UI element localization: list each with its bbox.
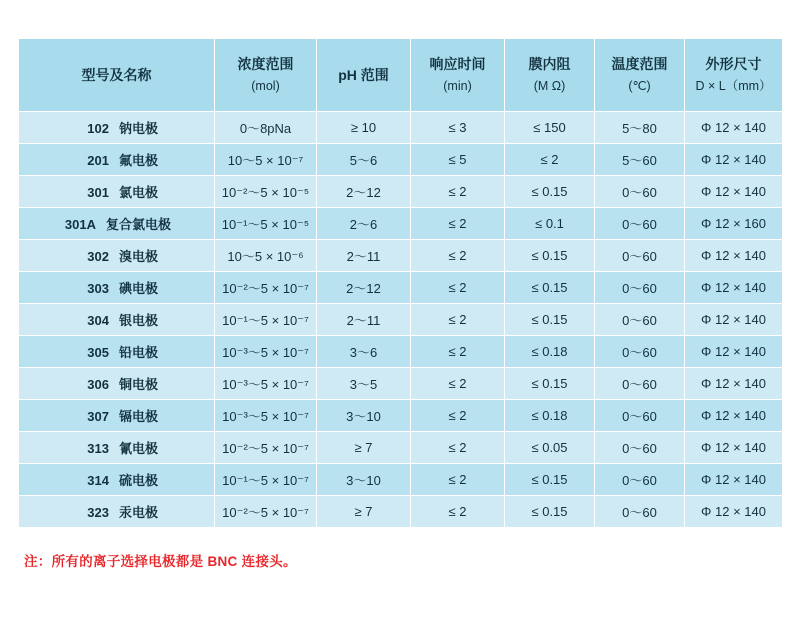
cell-name: 碘电极: [118, 281, 158, 296]
column-header-response-time-line2: (min): [443, 79, 472, 93]
table-row: [19, 496, 783, 528]
cell-temperature: 5～60: [595, 144, 685, 176]
cell-temperature: 0～60: [595, 400, 685, 432]
cell-dimensions: Φ 12 × 140: [685, 272, 783, 304]
cell-name: 氟电极: [118, 153, 158, 168]
cell-ph: 2～11: [317, 304, 411, 336]
cell-model: 307: [87, 409, 109, 424]
cell-membrane-resistance: ≤ 0.18: [505, 400, 595, 432]
cell-response-time: ≤ 2: [411, 432, 505, 464]
cell-ph: 3～5: [317, 368, 411, 400]
cell-dimensions: Φ 12 × 140: [685, 368, 783, 400]
cell-response-time: ≤ 5: [411, 144, 505, 176]
cell-response-time: ≤ 2: [411, 336, 505, 368]
cell-model: 302: [87, 249, 109, 264]
cell-temperature: 5～80: [595, 112, 685, 144]
cell-ph: 3～6: [317, 336, 411, 368]
cell-model: 323: [87, 505, 109, 520]
cell-dimensions: Φ 12 × 140: [685, 432, 783, 464]
cell-dimensions: Φ 12 × 140: [685, 176, 783, 208]
cell-concentration: 10⁻²～5 × 10⁻⁷: [215, 272, 317, 304]
table-row: [19, 400, 783, 432]
cell-model-name: [19, 464, 215, 496]
cell-temperature: 0～60: [595, 464, 685, 496]
cell-membrane-resistance: ≤ 0.15: [505, 240, 595, 272]
table-row: [19, 112, 783, 144]
cell-response-time: ≤ 2: [411, 400, 505, 432]
footnote: 注：所有的离子选择电极都是 BNC 连接头。: [24, 554, 297, 569]
cell-membrane-resistance: ≤ 0.05: [505, 432, 595, 464]
table-row: [19, 240, 783, 272]
cell-membrane-resistance: ≤ 0.15: [505, 272, 595, 304]
cell-model: 313: [87, 441, 109, 456]
cell-temperature: 0～60: [595, 272, 685, 304]
cell-model: 102: [87, 121, 109, 136]
cell-model-name: [19, 400, 215, 432]
cell-response-time: ≤ 2: [411, 368, 505, 400]
cell-model-name: [19, 112, 215, 144]
cell-dimensions: Φ 12 × 140: [685, 496, 783, 528]
cell-model-name: [19, 432, 215, 464]
column-header-dimensions-line1: 外形尺寸: [705, 56, 762, 72]
cell-ph: 5～6: [317, 144, 411, 176]
cell-model-name: [19, 496, 215, 528]
cell-temperature: 0～60: [595, 304, 685, 336]
cell-temperature: 0～60: [595, 496, 685, 528]
cell-name: 硫电极: [118, 473, 158, 488]
cell-ph: 2～12: [317, 272, 411, 304]
electrode-spec-table: [18, 38, 783, 528]
cell-response-time: ≤ 2: [411, 176, 505, 208]
cell-dimensions: Φ 12 × 140: [685, 304, 783, 336]
cell-ph: 3～10: [317, 464, 411, 496]
column-header-concentration-line2: (mol): [251, 79, 280, 93]
cell-model: 306: [87, 377, 109, 392]
cell-name: 氰电极: [118, 441, 158, 456]
cell-model: 301: [87, 185, 109, 200]
cell-dimensions: Φ 12 × 140: [685, 400, 783, 432]
cell-ph: 3～10: [317, 400, 411, 432]
table-body: [19, 112, 783, 528]
cell-model: 304: [87, 313, 109, 328]
column-header-concentration-line1: 浓度范围: [237, 56, 294, 72]
cell-model-name: [19, 272, 215, 304]
cell-dimensions: Φ 12 × 140: [685, 336, 783, 368]
cell-membrane-resistance: ≤ 0.15: [505, 368, 595, 400]
cell-model-name: [19, 176, 215, 208]
cell-concentration: 10⁻¹～5 × 10⁻⁵: [215, 208, 317, 240]
table-row: [19, 432, 783, 464]
cell-concentration: 10⁻³～5 × 10⁻⁷: [215, 400, 317, 432]
table-row: [19, 304, 783, 336]
cell-membrane-resistance: ≤ 2: [505, 144, 595, 176]
table-row: [19, 368, 783, 400]
cell-response-time: ≤ 2: [411, 240, 505, 272]
column-header-membrane-resistance-line1: 膜内阻: [528, 56, 571, 72]
cell-dimensions: Φ 12 × 140: [685, 240, 783, 272]
column-header-model-name-line1: 型号及名称: [81, 67, 152, 83]
cell-dimensions: Φ 12 × 140: [685, 464, 783, 496]
cell-model: 303: [87, 281, 109, 296]
column-header-temperature-line1: 温度范围: [611, 56, 668, 72]
cell-name: 镉电极: [118, 409, 158, 424]
cell-temperature: 0～60: [595, 240, 685, 272]
column-header-membrane-resistance: [505, 39, 595, 112]
cell-concentration: 10⁻²～5 × 10⁻⁵: [215, 176, 317, 208]
cell-response-time: ≤ 2: [411, 208, 505, 240]
table-row: [19, 272, 783, 304]
cell-name: 银电极: [118, 313, 158, 328]
cell-model-name: [19, 240, 215, 272]
cell-ph: ≥ 10: [317, 112, 411, 144]
cell-ph: 2～12: [317, 176, 411, 208]
cell-response-time: ≤ 2: [411, 304, 505, 336]
cell-membrane-resistance: ≤ 0.15: [505, 304, 595, 336]
column-header-response-time: [411, 39, 505, 112]
cell-concentration: 10⁻²～5 × 10⁻⁷: [215, 432, 317, 464]
cell-model-name: [19, 336, 215, 368]
column-header-temperature: [595, 39, 685, 112]
cell-name: 钠电极: [118, 121, 158, 136]
cell-concentration: 10⁻³～5 × 10⁻⁷: [215, 336, 317, 368]
cell-membrane-resistance: ≤ 0.1: [505, 208, 595, 240]
cell-ph: ≥ 7: [317, 496, 411, 528]
cell-concentration: 10⁻¹～5 × 10⁻⁷: [215, 304, 317, 336]
cell-temperature: 0～60: [595, 176, 685, 208]
cell-membrane-resistance: ≤ 0.15: [505, 496, 595, 528]
cell-response-time: ≤ 2: [411, 464, 505, 496]
cell-concentration: 10～5 × 10⁻⁶: [215, 240, 317, 272]
cell-temperature: 0～60: [595, 208, 685, 240]
table-row: [19, 144, 783, 176]
column-header-dimensions-line2: D × L（mm）: [695, 79, 772, 93]
cell-concentration: 10⁻¹～5 × 10⁻⁷: [215, 464, 317, 496]
column-header-ph-line1: pH 范围: [338, 67, 389, 83]
cell-response-time: ≤ 2: [411, 496, 505, 528]
cell-response-time: ≤ 3: [411, 112, 505, 144]
cell-model-name: [19, 368, 215, 400]
cell-name: 复合氯电极: [105, 217, 171, 232]
column-header-dimensions: [685, 39, 783, 112]
column-header-model-name: [19, 39, 215, 112]
cell-name: 氯电极: [118, 185, 158, 200]
table-row: [19, 464, 783, 496]
cell-response-time: ≤ 2: [411, 272, 505, 304]
cell-membrane-resistance: ≤ 150: [505, 112, 595, 144]
table-row: [19, 176, 783, 208]
cell-ph: ≥ 7: [317, 432, 411, 464]
table-row: [19, 208, 783, 240]
cell-ph: 2～6: [317, 208, 411, 240]
cell-model-name: [19, 144, 215, 176]
cell-model: 201: [87, 153, 109, 168]
cell-name: 铅电极: [118, 345, 158, 360]
cell-membrane-resistance: ≤ 0.18: [505, 336, 595, 368]
cell-dimensions: Φ 12 × 160: [685, 208, 783, 240]
cell-temperature: 0～60: [595, 432, 685, 464]
cell-concentration: 10⁻³～5 × 10⁻⁷: [215, 368, 317, 400]
cell-model: 314: [87, 473, 109, 488]
table-header-row: [19, 39, 783, 112]
cell-name: 汞电极: [118, 505, 158, 520]
cell-dimensions: Φ 12 × 140: [685, 144, 783, 176]
cell-model-name: [19, 208, 215, 240]
column-header-concentration: [215, 39, 317, 112]
column-header-temperature-line2: (℃): [628, 79, 651, 93]
cell-membrane-resistance: ≤ 0.15: [505, 176, 595, 208]
cell-name: 铜电极: [118, 377, 158, 392]
table-header: [19, 39, 783, 112]
cell-dimensions: Φ 12 × 140: [685, 112, 783, 144]
cell-temperature: 0～60: [595, 336, 685, 368]
cell-model-name: [19, 304, 215, 336]
cell-model: 305: [87, 345, 109, 360]
cell-membrane-resistance: ≤ 0.15: [505, 464, 595, 496]
cell-temperature: 0～60: [595, 368, 685, 400]
cell-concentration: 10⁻²～5 × 10⁻⁷: [215, 496, 317, 528]
column-header-response-time-line1: 响应时间: [429, 56, 486, 72]
cell-concentration: 10～5 × 10⁻⁷: [215, 144, 317, 176]
column-header-membrane-resistance-line2: (M Ω): [533, 79, 566, 93]
column-header-ph: [317, 39, 411, 112]
cell-name: 溴电极: [118, 249, 158, 264]
cell-ph: 2～11: [317, 240, 411, 272]
cell-model: 301A: [64, 217, 96, 232]
cell-concentration: 0～8pNa: [215, 112, 317, 144]
table-row: [19, 336, 783, 368]
